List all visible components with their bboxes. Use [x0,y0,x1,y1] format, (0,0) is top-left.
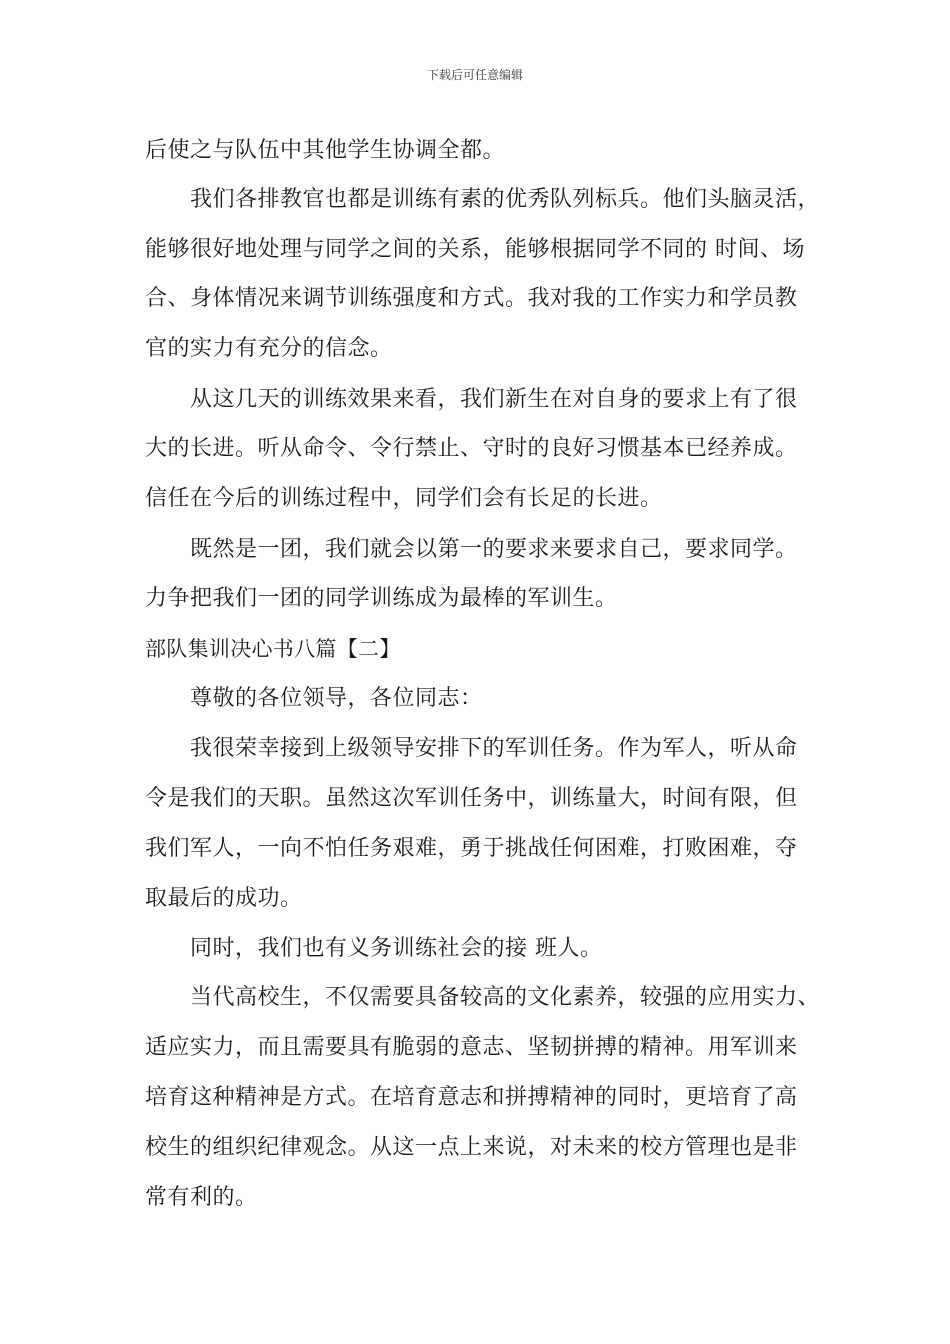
paragraph-line: 当代高校生，不仅需要具备较高的文化素养，较强的应用实力、 [190,985,821,1010]
paragraph-line: 我们各排教官也都是训练有素的优秀队列标兵。他们头脑灵活， [190,187,821,212]
paragraph-line: 力争把我们一团的同学训练成为最棒的军训生。 [145,586,618,611]
paragraph-line: 我们军人，一向不怕任务艰难，勇于挑战任何困难，打败困难，夺 [145,836,798,861]
section-heading: 部队集训决心书八篇【二】 [145,637,401,661]
paragraph-line: 培育这种精神是方式。在培育意志和拼搏精神的同时，更培育了高 [145,1085,798,1110]
paragraph-line: 信任在今后的训练过程中，同学们会有长足的长进。 [145,486,663,511]
salutation-line: 尊敬的各位领导，各位同志： [190,686,483,711]
paragraph-line: 同时，我们也有义务训练社会的接 班人。 [190,936,603,961]
paragraph-line: 校生的组织纪律观念。从这一点上来说，对未来的校方管理也是非 [145,1135,798,1160]
paragraph-line: 令是我们的天职。虽然这次军训任务中，训练量大，时间有限，但 [145,786,798,811]
paragraph-line: 适应实力，而且需要具有脆弱的意志、坚韧拼搏的精神。用军训来 [145,1035,798,1060]
paragraph-line: 取最后的成功。 [145,886,303,911]
paragraph-line: 常有利的。 [145,1185,258,1210]
paragraph-line: 官的实力有充分的信念。 [145,336,393,361]
paragraph-line: 大的长进。听从命令、令行禁止、守时的良好习惯基本已经养成。 [145,436,798,461]
paragraph-line: 能够很好地处理与同学之间的关系，能够根据同学不同的 时间、场 [145,237,805,262]
paragraph-line: 从这几天的训练效果来看，我们新生在对自身的要求上有了很 [190,387,798,412]
paragraph-line: 既然是一团，我们就会以第一的要求来要求自己，要求同学。 [190,537,798,562]
paragraph-line: 我很荣幸接到上级领导安排下的军训任务。作为军人，听从命 [190,736,798,761]
page-header-note: 下载后可任意编辑 [426,68,523,82]
paragraph-line: 后使之与队伍中其他学生协调全都。 [145,138,506,163]
paragraph-line: 合、身体情况来调节训练强度和方式。我对我的工作实力和学员教 [145,286,798,311]
